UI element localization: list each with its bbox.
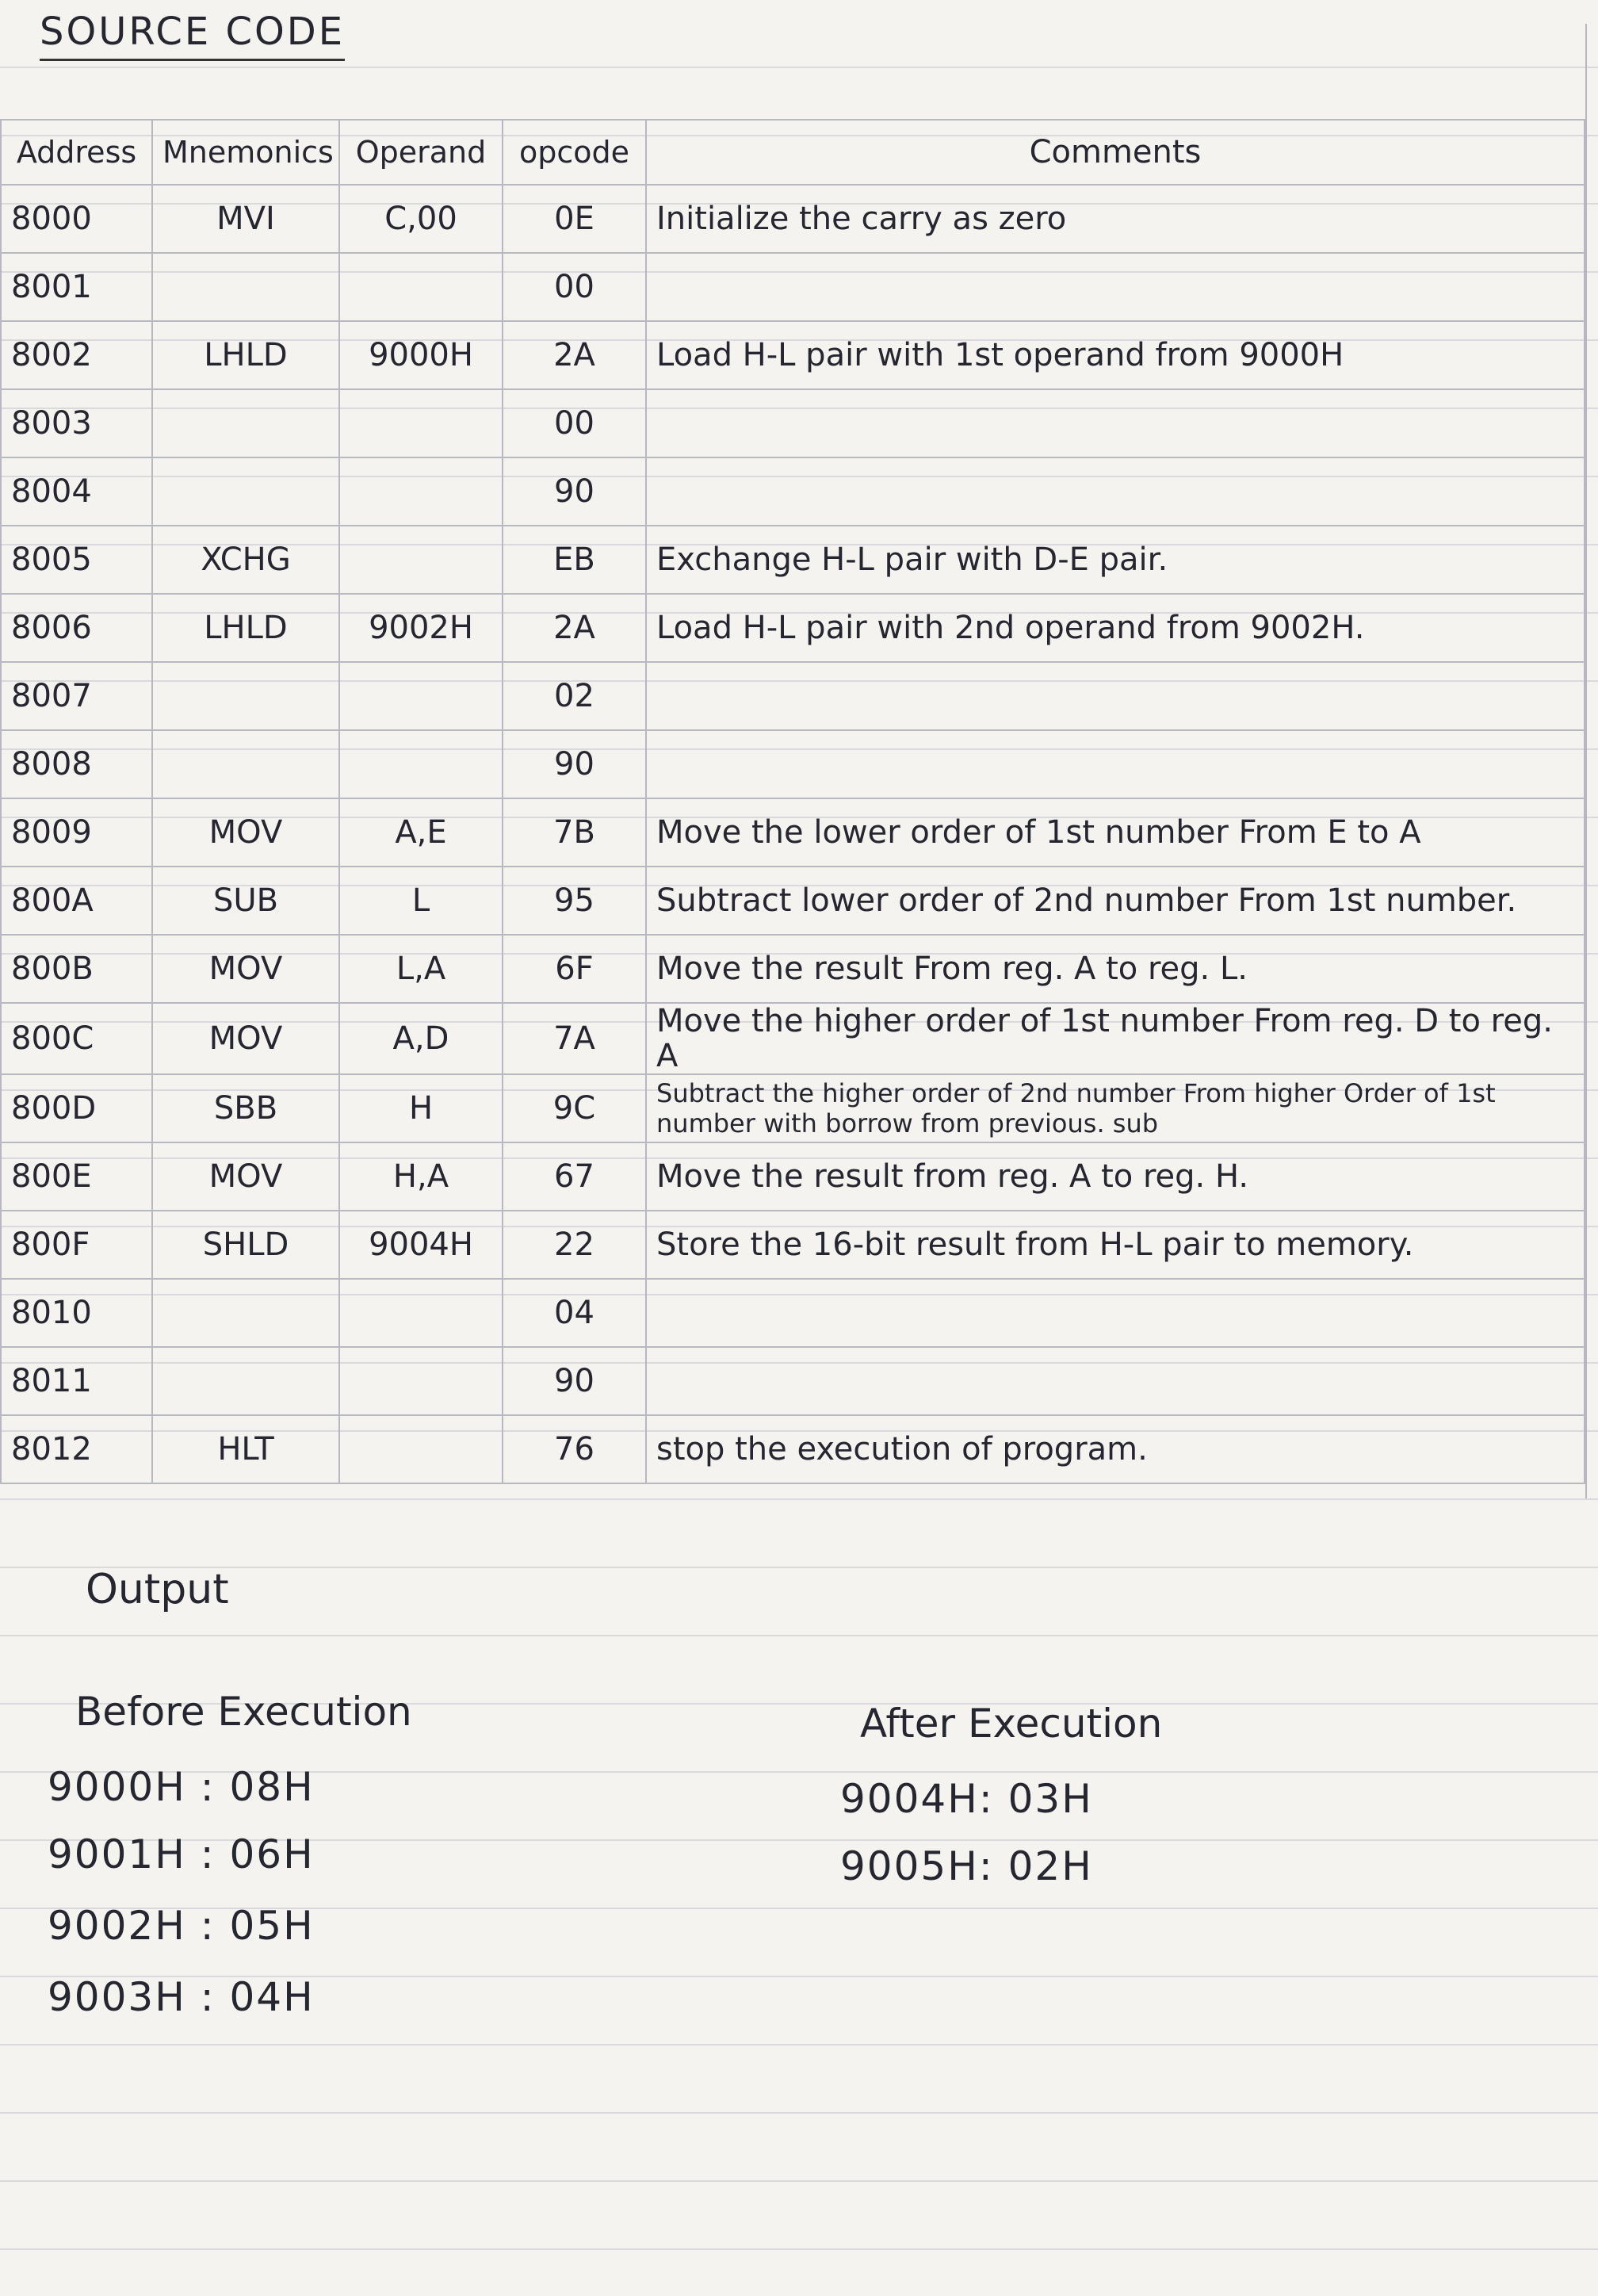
- cell-comment: [646, 1279, 1585, 1347]
- cell-address: 8001: [1, 253, 152, 321]
- cell-mnemonics: SUB: [152, 867, 339, 935]
- cell-opcode: 90: [503, 730, 646, 798]
- cell-operand: L: [339, 867, 503, 935]
- cell-operand: H,A: [339, 1142, 503, 1211]
- table-row: [1, 1003, 1585, 1074]
- cell-opcode: 7A: [503, 1003, 646, 1074]
- header-address: Address: [1, 120, 152, 185]
- cell-comment: [646, 389, 1585, 457]
- before-line: 9000H : 08H: [48, 1764, 315, 1810]
- table-row: [1, 457, 1585, 526]
- cell-operand: L,A: [339, 935, 503, 1003]
- cell-opcode: EB: [503, 526, 646, 594]
- source-code-table: [0, 119, 1585, 1484]
- cell-comment: Load H-L pair with 1st operand from 9000H: [646, 321, 1585, 389]
- cell-comment: Load H-L pair with 2nd operand from 9002H.: [646, 594, 1585, 662]
- cell-mnemonics: MOV: [152, 1003, 339, 1074]
- before-line: 9003H : 04H: [48, 1974, 315, 2020]
- cell-operand: [339, 662, 503, 730]
- table-row: [1, 185, 1585, 253]
- cell-comment: Move the higher order of 1st number From reg. D to reg. A: [646, 1003, 1585, 1074]
- after-line: 9005H: 02H: [840, 1843, 1093, 1889]
- cell-opcode: 7B: [503, 798, 646, 867]
- cell-opcode: 6F: [503, 935, 646, 1003]
- cell-comment: [646, 457, 1585, 526]
- cell-address: 8002: [1, 321, 152, 389]
- cell-operand: [339, 253, 503, 321]
- cell-address: 800B: [1, 935, 152, 1003]
- cell-mnemonics: MOV: [152, 1142, 339, 1211]
- cell-comment: Subtract the higher order of 2nd number From higher Order of 1st number with borrow from previous. sub: [646, 1074, 1585, 1142]
- cell-opcode: 90: [503, 457, 646, 526]
- cell-opcode: 9C: [503, 1074, 646, 1142]
- cell-mnemonics: SBB: [152, 1074, 339, 1142]
- cell-mnemonics: MVI: [152, 185, 339, 253]
- table-row: [1, 253, 1585, 321]
- cell-operand: 9004H: [339, 1211, 503, 1279]
- cell-comment: [646, 1347, 1585, 1415]
- table-row: [1, 730, 1585, 798]
- cell-address: 8012: [1, 1415, 152, 1483]
- cell-address: 8010: [1, 1279, 152, 1347]
- before-line: 9001H : 06H: [48, 1831, 315, 1877]
- table-row: [1, 594, 1585, 662]
- cell-opcode: 22: [503, 1211, 646, 1279]
- cell-comment: Store the 16-bit result from H-L pair to memory.: [646, 1211, 1585, 1279]
- cell-address: 8008: [1, 730, 152, 798]
- page-title: SOURCE CODE: [40, 10, 345, 61]
- cell-opcode: 2A: [503, 321, 646, 389]
- cell-mnemonics: MOV: [152, 935, 339, 1003]
- cell-comment: Move the lower order of 1st number From E to A: [646, 798, 1585, 867]
- cell-operand: 9000H: [339, 321, 503, 389]
- table-row: [1, 1415, 1585, 1483]
- cell-opcode: 95: [503, 867, 646, 935]
- cell-mnemonics: [152, 253, 339, 321]
- cell-opcode: 76: [503, 1415, 646, 1483]
- cell-address: 800A: [1, 867, 152, 935]
- after-execution-title: After Execution: [860, 1701, 1163, 1747]
- cell-comment: stop the execution of program.: [646, 1415, 1585, 1483]
- table-row: [1, 935, 1585, 1003]
- cell-operand: [339, 457, 503, 526]
- cell-address: 8000: [1, 185, 152, 253]
- table-row: [1, 321, 1585, 389]
- before-line: 9002H : 05H: [48, 1903, 315, 1949]
- table-row: [1, 526, 1585, 594]
- table-row: [1, 1347, 1585, 1415]
- cell-opcode: 02: [503, 662, 646, 730]
- table-body: [1, 185, 1585, 1483]
- cell-opcode: 90: [503, 1347, 646, 1415]
- cell-address: 8003: [1, 389, 152, 457]
- cell-operand: A,E: [339, 798, 503, 867]
- cell-comment: Initialize the carry as zero: [646, 185, 1585, 253]
- cell-comment: Move the result from reg. A to reg. H.: [646, 1142, 1585, 1211]
- cell-mnemonics: XCHG: [152, 526, 339, 594]
- cell-mnemonics: LHLD: [152, 321, 339, 389]
- cell-opcode: 0E: [503, 185, 646, 253]
- header-mnemonics: Mnemonics: [152, 120, 339, 185]
- cell-operand: 9002H: [339, 594, 503, 662]
- table-row: [1, 798, 1585, 867]
- table-row: [1, 867, 1585, 935]
- cell-operand: [339, 730, 503, 798]
- cell-comment: Subtract lower order of 2nd number From 1st number.: [646, 867, 1585, 935]
- cell-operand: [339, 389, 503, 457]
- output-title: Output: [86, 1566, 229, 1613]
- source-code-table-wrap: [0, 119, 1585, 1484]
- cell-opcode: 2A: [503, 594, 646, 662]
- cell-opcode: 04: [503, 1279, 646, 1347]
- cell-address: 800D: [1, 1074, 152, 1142]
- table-row: [1, 1142, 1585, 1211]
- cell-address: 8005: [1, 526, 152, 594]
- cell-address: 800C: [1, 1003, 152, 1074]
- before-execution-title: Before Execution: [75, 1689, 412, 1735]
- cell-operand: A,D: [339, 1003, 503, 1074]
- cell-mnemonics: [152, 457, 339, 526]
- cell-operand: H: [339, 1074, 503, 1142]
- table-row: [1, 1279, 1585, 1347]
- cell-mnemonics: [152, 730, 339, 798]
- cell-address: 8011: [1, 1347, 152, 1415]
- cell-mnemonics: [152, 389, 339, 457]
- cell-comment: [646, 730, 1585, 798]
- cell-mnemonics: LHLD: [152, 594, 339, 662]
- cell-mnemonics: MOV: [152, 798, 339, 867]
- cell-operand: [339, 1415, 503, 1483]
- cell-comment: Move the result From reg. A to reg. L.: [646, 935, 1585, 1003]
- cell-operand: C,00: [339, 185, 503, 253]
- cell-operand: [339, 526, 503, 594]
- cell-mnemonics: [152, 1347, 339, 1415]
- cell-comment: [646, 253, 1585, 321]
- cell-mnemonics: SHLD: [152, 1211, 339, 1279]
- table-row: [1, 389, 1585, 457]
- cell-mnemonics: [152, 662, 339, 730]
- margin-rule: [1585, 24, 1587, 1498]
- cell-opcode: 67: [503, 1142, 646, 1211]
- cell-address: 800F: [1, 1211, 152, 1279]
- table-row: [1, 662, 1585, 730]
- cell-address: 8009: [1, 798, 152, 867]
- header-opcode: opcode: [503, 120, 646, 185]
- table-row: [1, 1211, 1585, 1279]
- cell-opcode: 00: [503, 253, 646, 321]
- table-header-row: [1, 120, 1585, 185]
- header-operand: Operand: [339, 120, 503, 185]
- cell-address: 8007: [1, 662, 152, 730]
- cell-mnemonics: [152, 1279, 339, 1347]
- cell-mnemonics: HLT: [152, 1415, 339, 1483]
- cell-comment: [646, 662, 1585, 730]
- cell-comment: Exchange H-L pair with D-E pair.: [646, 526, 1585, 594]
- cell-address: 8004: [1, 457, 152, 526]
- header-comments: Comments: [646, 120, 1585, 185]
- cell-operand: [339, 1347, 503, 1415]
- cell-operand: [339, 1279, 503, 1347]
- cell-opcode: 00: [503, 389, 646, 457]
- table-row: [1, 1074, 1585, 1142]
- cell-address: 8006: [1, 594, 152, 662]
- after-line: 9004H: 03H: [840, 1776, 1093, 1822]
- cell-address: 800E: [1, 1142, 152, 1211]
